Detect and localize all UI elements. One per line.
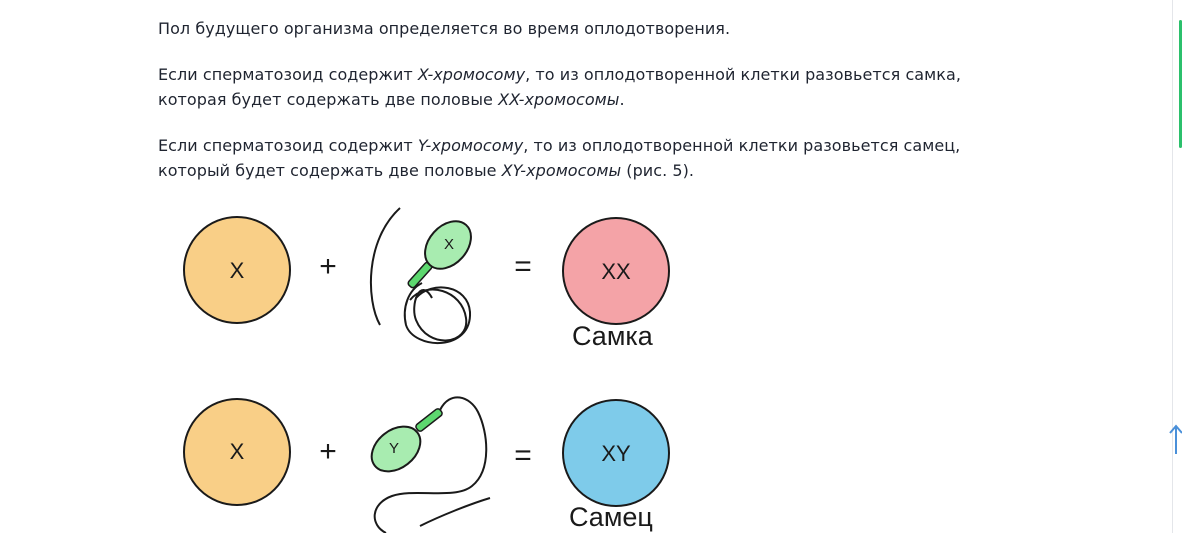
egg-cell-2-label: X [229,439,245,464]
p2-term-xx: XX-хромосомы [498,90,620,109]
p3-term-y: Y-хромосому [417,136,524,155]
paragraph-1-text: Пол будущего организма определяется во время оплодотворения. [158,19,731,38]
caption-female: Самка [572,321,653,351]
paragraph-1 [158,16,1018,41]
zygote-female-label: XX [601,259,631,284]
p2-term-x: X-хромосому [417,65,526,84]
sperm-x [371,208,480,343]
sperm-y-label: Y [388,440,400,457]
sperm-x-label: X [443,236,455,253]
paragraph-2 [158,62,1018,112]
plus-sign-2: + [319,435,337,468]
fertilization-figure [170,200,690,533]
p2-text-d: . [619,90,625,109]
p3-text-a: Если сперматозоид содержит [158,136,418,155]
sperm-y-neck [415,408,444,433]
zygote-male-label: XY [601,441,631,466]
caption-male: Самец [569,502,653,532]
sperm-y [363,397,490,533]
p3-term-xy: XY-хромосомы [501,161,622,180]
equals-sign-1: = [514,250,532,283]
p2-text-b: , то из оплодотворенной клетки разовьется самка, [525,65,961,84]
paragraph-3 [158,133,1018,183]
equals-sign-2: = [514,439,532,472]
plus-sign-1: + [319,250,337,283]
article-content [158,16,1018,204]
up-arrow-icon[interactable] [1168,422,1182,456]
fertilization-diagram [170,200,690,533]
p2-text-a: Если сперматозоид содержит [158,65,418,84]
egg-cell-1-label: X [229,258,245,283]
p2-text-c: которая будет содержать две половые [158,90,499,109]
p3-text-d: (рис. 5). [621,161,694,180]
p3-text-b: , то из оплодотворенной клетки разовьется самец, [523,136,961,155]
p3-text-c: который будет содержать две половые [158,161,502,180]
